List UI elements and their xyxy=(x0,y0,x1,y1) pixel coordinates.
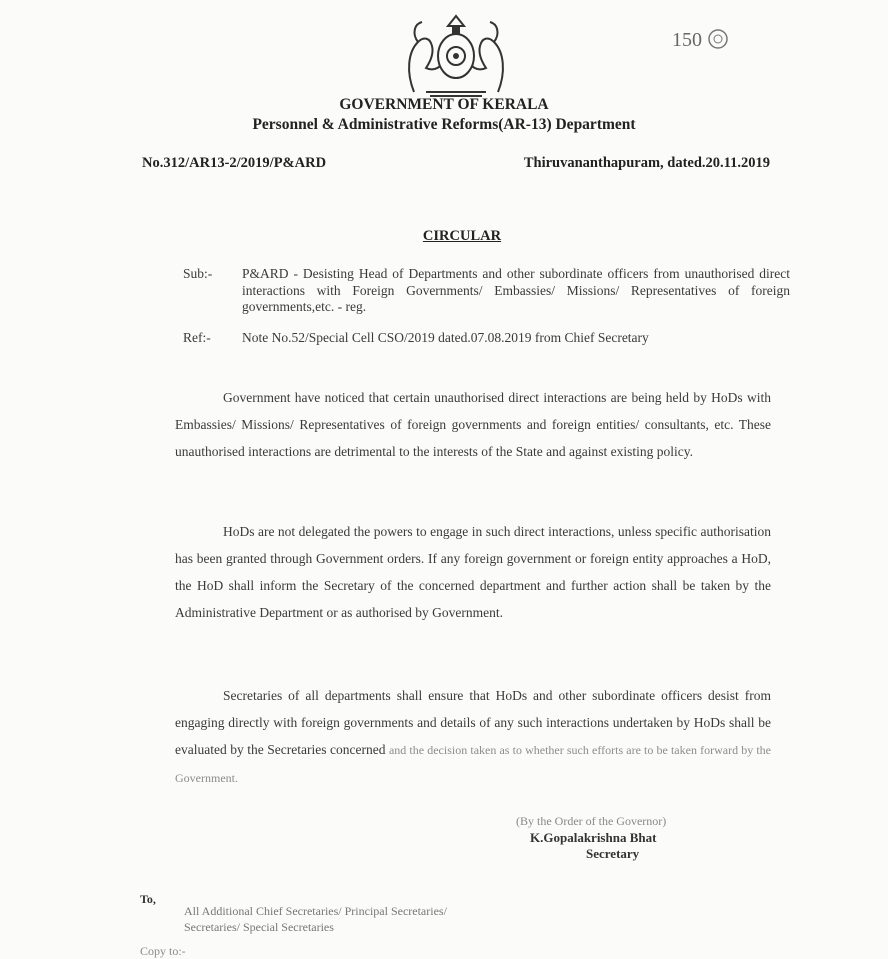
place-and-date: Thiruvananthapuram, dated.20.11.2019 xyxy=(523,155,770,171)
signatory-name: K.Gopalakrishna Bhat xyxy=(530,830,657,845)
reference-text: Note No.52/Special Cell CSO/2019 dated.07.08.2019 from Chief Secretary xyxy=(242,330,649,345)
body-paragraph-3 xyxy=(175,682,771,792)
body-paragraph-1: Government have noticed that certain unauthorised direct interactions are being held by HoDs with Embassies/ Missions/ Representatives of foreign governments and foreign entities/ consultants, etc. These unauthorised interactions are detrimental to the interests of the State and against existing policy. xyxy=(175,390,771,459)
anniversary-logo xyxy=(668,24,732,54)
to-label: To, xyxy=(140,892,156,906)
reference-label: Ref:- xyxy=(183,330,211,345)
anniversary-logo-icon xyxy=(668,24,732,54)
body-paragraph-3-text: Secretaries of all departments shall ensure that HoDs and other subordinate officers desist from engaging directly with foreign governments and details of any such interactions undertaken by HoDs shall be evaluated by the Secretaries concerned xyxy=(175,688,771,757)
file-number: No.312/AR13-2/2019/P&ARD xyxy=(142,155,327,171)
subject-text: P&ARD - Desisting Head of Departments and other subordinate officers from unauthorised direct interactions with Foreign Governments/ Embassies/ Missions/ Representatives of foreign governments,etc. - reg. xyxy=(242,266,790,314)
recipient-line-2: Secretaries/ Special Secretaries xyxy=(184,920,334,934)
subject-label: Sub:- xyxy=(183,266,213,281)
body-paragraph-2: HoDs are not delegated the powers to engage in such direct interactions, unless specific authorisation has been granted through Government orders. If any foreign government or foreign entity approaches a HoD, the HoD shall inform the Secretary of the concerned department and further action shall be taken by the Administrative Department or as authorised by Government. xyxy=(175,524,771,620)
government-heading: GOVERNMENT OF KERALA xyxy=(339,96,549,113)
body-paragraph-3-faint-text: and the decision taken as to whether such efforts are to be taken forward by the Government. xyxy=(175,743,772,785)
anniversary-number: 150 xyxy=(672,29,702,51)
signatory-designation: Secretary xyxy=(586,846,640,861)
order-line: (By the Order of the Governor) xyxy=(516,814,667,828)
document-title: CIRCULAR xyxy=(422,228,502,244)
recipient-line-1: All Additional Chief Secretaries/ Principal Secretaries/ xyxy=(184,904,447,918)
kerala-emblem-icon xyxy=(396,12,516,98)
copy-to-label: Copy to:- xyxy=(140,944,186,958)
department-heading: Personnel & Administrative Reforms(AR-13) Department xyxy=(252,116,636,133)
